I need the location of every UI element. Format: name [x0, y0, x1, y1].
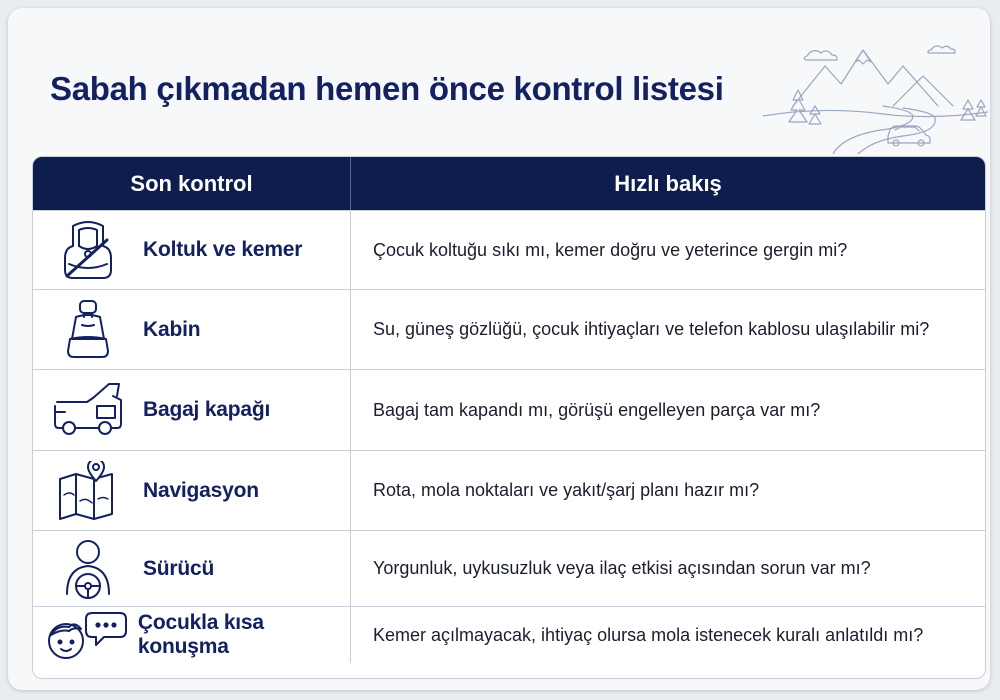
- check-item-label: Navigasyon: [143, 478, 259, 502]
- table-row: [33, 369, 985, 450]
- check-item-label: Bagaj kapağı: [143, 398, 271, 421]
- mountain-road-illustration: [763, 36, 988, 154]
- check-item-description: Yorgunluk, uykusuzluk veya ilaç etkisi açısından sorun var mı?: [373, 558, 871, 578]
- car-seat-icon: [59, 218, 117, 282]
- check-item-label: Çocukla kısa konuşma: [137, 611, 264, 658]
- table-header: [33, 157, 985, 210]
- column-header-last-check: Son kontrol: [33, 157, 351, 210]
- check-item-description: Çocuk koltuğu sıkı mı, kemer doğru ve yeterince gergin mi?: [373, 239, 848, 260]
- check-item-label: Kabin: [143, 317, 201, 341]
- check-item-cell: [33, 211, 351, 289]
- check-item-description: Su, güneş gözlüğü, çocuk ihtiyaçları ve telefon kablosu ulaşılabilir mi?: [373, 319, 930, 339]
- child-chat-icon: [42, 607, 128, 663]
- check-item-cell: [33, 607, 351, 663]
- table-row: [33, 530, 985, 606]
- map-pin-icon: [56, 461, 120, 521]
- check-item-label: Sürücü: [143, 556, 215, 580]
- check-item-description: Rota, mola noktaları ve yakıt/şarj planı hazır mı?: [373, 480, 760, 500]
- check-item-cell: [33, 370, 351, 450]
- page-title: Sabah çıkmadan hemen önce kontrol listesi: [50, 70, 724, 107]
- checklist-table: [32, 156, 986, 679]
- driver-icon: [59, 538, 117, 600]
- table-row: [33, 450, 985, 530]
- check-item-label: Koltuk ve kemer: [143, 238, 303, 261]
- seat-icon: [62, 299, 114, 361]
- check-item-cell: [33, 531, 351, 606]
- check-item-cell: [33, 451, 351, 530]
- table-row: [33, 606, 985, 663]
- table-row: [33, 289, 985, 369]
- car-trunk-icon: [53, 380, 123, 440]
- checklist-card: [8, 8, 990, 690]
- check-item-description: Kemer açılmayacak, ihtiyaç olursa mola istenecek kuralı anlatıldı mı?: [373, 624, 924, 645]
- check-item-cell: [33, 290, 351, 369]
- table-row: [33, 210, 985, 289]
- column-header-quick-look: Hızlı bakış: [614, 170, 722, 196]
- check-item-description: Bagaj tam kapandı mı, görüşü engelleyen parça var mı?: [373, 399, 821, 420]
